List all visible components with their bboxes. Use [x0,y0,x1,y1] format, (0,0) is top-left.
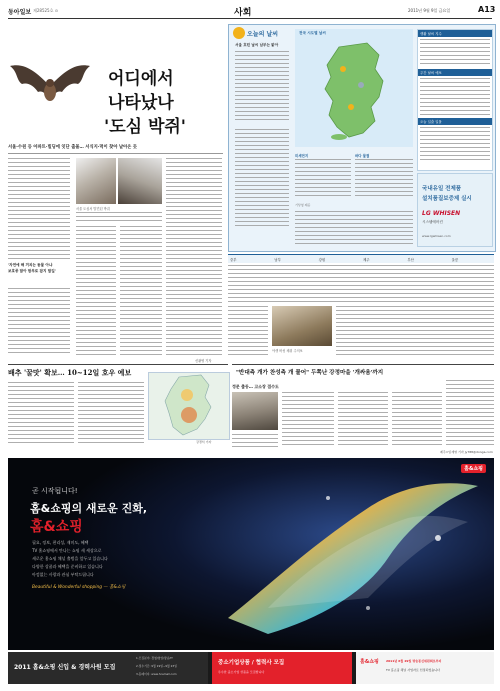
bat-quote-2: 보호종 많아 함부로 잡지 말길' [8,269,56,273]
korea-map [295,29,413,147]
homeshopping-ad[interactable] [8,458,494,650]
weather-right-header-2: 주간 날씨 예보 [418,69,492,76]
approval-banner [356,652,494,684]
bat-photo-3 [118,158,162,204]
bat-headline-2: 나타났나 [108,93,174,113]
lg-ad-brand-sub: 시스템에어컨 [422,220,443,224]
masthead [8,4,496,19]
lg-ad[interactable] [417,173,493,247]
bat-body-col3 [120,226,162,356]
main-subhead: 정문 출동… 고소장 접수도 [232,384,279,389]
partner-title: 중소기업상품 / 협력사 모집 [218,660,285,666]
main-photo [232,392,278,430]
weekend-reporter: 강경석 기자 [196,440,212,444]
bat-photo [8,56,92,116]
mushroom-photo [272,306,332,346]
ad-logo-text: 홈&쇼핑 [464,466,483,472]
weather-col-4: 부산 [407,258,414,262]
weekend-map-icon [149,373,229,439]
weather-col-3: 제주 [362,258,370,262]
weather-table [228,254,494,303]
bat-body-col1 [8,158,70,260]
bat-reporter: 신광영 기자 [195,359,212,363]
mushroom-caption: 야생 버섯 채취 주의보 [272,349,303,353]
issue-number: 제28525호 ⊙ [33,8,59,13]
recruit-detail-2: 2.접수기간: 9월 19일~9월 23일 [136,664,177,668]
weather-title: 오늘의 날씨 [247,31,279,38]
ad-desc-1: 필요, 정보, 편리성, 재미도, 혜택 [32,540,89,545]
ad-logo [461,464,486,473]
weather-right-header-1: 생활 날씨 지수 [418,30,492,37]
weather-table-header [228,255,494,263]
map-shape-icon [309,41,399,141]
paper-name: 동아일보 [8,9,32,16]
recruit-title: 2011 홈&쇼핑 신입 & 경력사원 모집 [14,664,116,671]
ad-background-art [8,458,494,650]
recruit-detail-3: 3.홈페이지: www.hnsmall.com [136,672,177,676]
page-number: A13 [478,5,496,14]
bat-body-col4 [166,158,222,356]
ad-headline: 홈&쇼핑의 새로운 진화, [30,502,148,515]
section-title: 사회 [234,8,252,18]
bat-body-col1b [8,288,70,356]
partner-detail: 우수한 중소기업 상품을 모집합니다 [218,670,265,674]
weather-right-panel [417,29,493,171]
weather-bottom-label-2: 바다 물결 [355,154,370,158]
ad-tagline: 곧 시작됩니다! [32,487,78,495]
weather-col-5: 울릉 [451,258,459,262]
approval-text: 2011년 6월 29일 방송통신위원회로부터 [386,659,442,663]
bat-body-col2 [76,226,116,356]
ad-brand: 홈&쇼핑 [30,519,83,535]
weekend-headline: 배추 '꿀맛' 확보… 10~12일 호우 예보 [8,368,132,377]
weather-col-1: 남부 [274,258,281,262]
ad-slogan: Beautiful & Wonderful shopping — 홈&쇼핑 [32,585,126,590]
ad-desc-2: TV 홈쇼핑에서 만나는 쇼핑 새 세상으로 [32,548,102,553]
weather-small-table [295,211,413,245]
map-title: 전국 시도별 날씨 [299,31,326,35]
lg-ad-brand: LG WHISEN [422,210,461,217]
recruit-detail-1: 1.모집분야: 경영/영업/방송/IT [136,656,173,660]
weather-col-2: 강원 [318,258,326,262]
weather-notice: 기상청 제공 [295,203,311,207]
bat-subhead: 서울·수원 등 아파트·빌딩에 잇단 출몰… 서식지·먹이 찾아 날아온 듯 [8,145,138,150]
weather-reporter: 서울 흐린 날씨 남부는 맑아 [235,43,279,47]
weather-right-header-3: 오늘 일출 일몰 [418,118,492,125]
partner-banner[interactable] [212,652,352,684]
bat-icon [8,56,92,116]
bat-caption-lines [76,212,162,222]
lg-ad-url: www.lgwhisen.com [422,234,451,238]
issue-date: 2011년 9월 9일 금요일 [408,8,451,13]
weekend-map [148,372,230,440]
bat-quote-box [8,262,70,284]
bat-quote-1: '자연에 해 끼치는 동물 아냐 [8,263,53,267]
bat-headline-3: '도심 박쥐' [104,117,187,137]
main-headline: "반대측 개가 찬성측 개 물어" 두쪽난 강정마을 '개싸움'까지 [236,370,384,376]
bat-headline-1: 어디에서 [108,69,174,89]
recruit-banner[interactable] [8,652,208,684]
main-reporter: 제주=임재영 기자 jy788@donga.com [440,450,493,454]
lg-ad-line-1: 국내유일 전제품 [422,186,462,192]
weather-box [228,24,496,252]
bottom-banner [8,652,494,684]
weather-bottom-label-1: 미세먼지 [295,154,309,158]
ad-desc-5: 아낌없는 사랑과 관심 부탁드립니다 [32,572,94,577]
ad-desc-3: 새로운 홈쇼핑 채널 출범을 앞두고 있습니다 [32,556,108,561]
weather-col-0: 중부 [230,258,237,262]
bat-photo-2 [76,158,116,204]
lg-ad-line-2: 설치품질보증제 실시 [422,196,472,202]
weather-icon [233,27,245,39]
approval-brand: 홈&쇼핑 [360,659,379,665]
bat-photo-caption: 서울 도심서 발견된 박쥐 [76,207,110,211]
ad-desc-4: 다양한 상품과 혜택을 준비하고 있습니다 [32,564,103,569]
approval-sub: TV 홈쇼핑 채널 사업자로 선정되었습니다 [386,668,441,672]
